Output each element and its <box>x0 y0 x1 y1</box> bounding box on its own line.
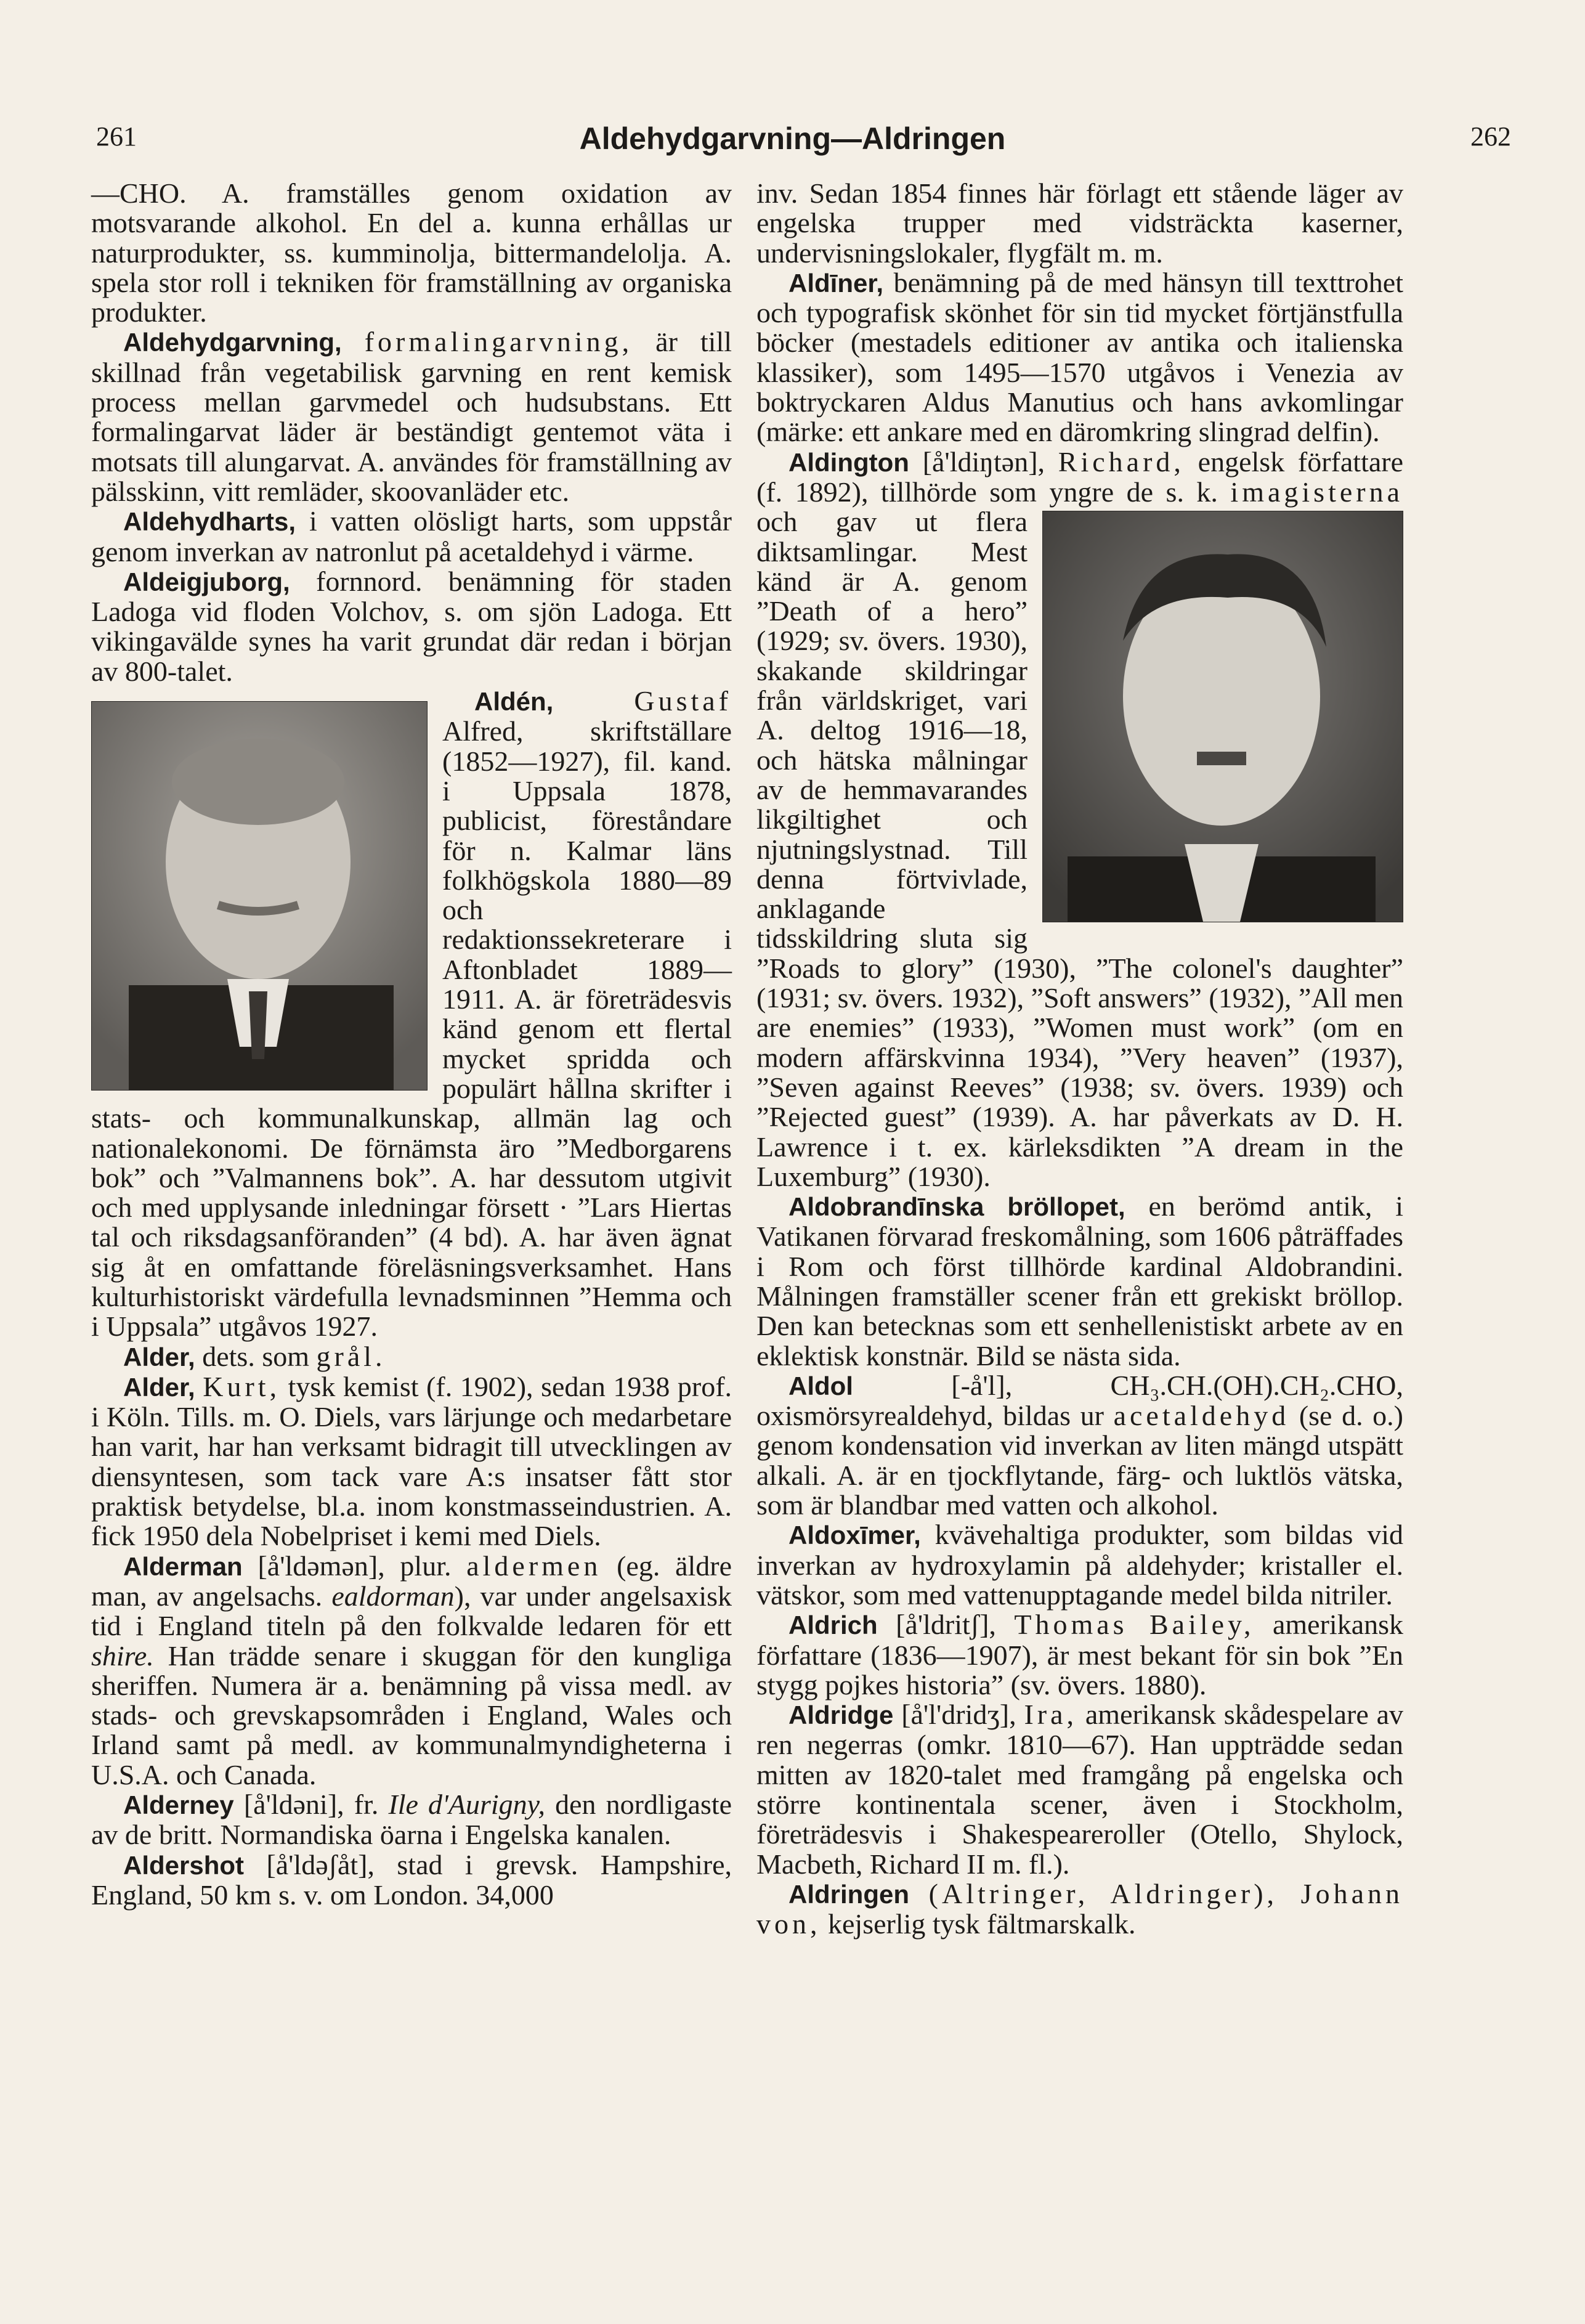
entry-text: kejserlig tysk fältmarskalk. <box>828 1908 1136 1940</box>
headword: Aldoxīmer, <box>788 1521 921 1550</box>
pronunciation: [å'ldəni], fr. <box>243 1789 379 1821</box>
entry-aldington <box>756 447 1403 1192</box>
entry-aldringen <box>756 1879 1403 1940</box>
spaced-term: imagisterna <box>1230 476 1404 508</box>
headword: Aldrich <box>788 1611 878 1640</box>
entry-text: Alfred, skriftställare (1852—1927), fil. kand. i Uppsala 1878, publicist, föreståndare för n. Kalmar läns folkhögskola 1880—89 och redaktionssekreterare i Aftonbladet 1889—1911. A. är företrädesvis känd genom ett flertal mycket spridda och populärt hållna skrifter i stats- och kommunalkunskap, allmän lag och nationalekonomi. De förnämsta äro ”Medborgarens bok” och ”Valmannens bok”. A. har dessutom utgivit och med upplysande inledningar försett · ”Lars Hiertas tal och riksdagsanföranden” (4 bd). A. har även ägnat sig åt en omfattande föreläsningsverksamhet. Hans kulturhistoriskt värdefulla levnadsminnen ”Hemma och i Uppsala” utgåvos 1927. <box>91 715 732 1343</box>
entry-text: en berömd antik, i Vatikanen förvarad freskomålning, som 1606 påträffades i Rom och först tillhörde kardinal Aldobrandini. Målningen framställer scener från ett grekiskt bröllop. Den kan betecknas som ett senhellenistiskt arbete av en eklektisk konstnär. Bild se nästa sida. <box>756 1190 1403 1371</box>
spaced-name: Thomas Bailey, <box>1014 1609 1255 1641</box>
entry-text: amerikansk skådespelare av ren negerras (omkr. 1810—67). Han uppträdde sedan mitten av 1820-talet med framgång på engelska och större kontinentala scener, även i Stockholm, företrädesvis i Shakespeareroller (Otello, Shylock, Macbeth, Richard II m. fl.). <box>756 1699 1403 1880</box>
portrait-aldington <box>1042 511 1403 922</box>
entry-aldershot-continued: inv. Sedan 1854 finnes här förlagt ett stående läger av engelska trupper med vidsträckta kaserner, undervisningslokaler, flygfält m. m. <box>756 177 1403 269</box>
headword: Aldershot <box>123 1850 245 1880</box>
entry-text: den nordligaste av de britt. Normandiska öarna i Engelska kanalen. <box>91 1789 732 1851</box>
spaced-name: Ira, <box>1024 1699 1078 1731</box>
spaced-name: Kurt, <box>203 1370 281 1402</box>
running-header: Aldehydgarvning—Aldringen <box>579 121 1006 156</box>
headword: Aldīner, <box>788 268 884 298</box>
entry-alduner <box>756 268 1403 447</box>
entry-text: i vatten olösligt harts, som uppstår genom inverkan av natronlut på acetaldehyd i värme. <box>91 505 732 567</box>
entry-text: ), var under angelsaxisk tid i England titeln på den folkvalde ledaren för ett <box>91 1580 732 1642</box>
entry-aldeigjuborg <box>91 567 732 686</box>
headword: Aldén, <box>474 687 554 717</box>
spaced-name: (Altringer, Aldringer), Johann von, <box>756 1877 1403 1940</box>
spaced-term: aldermen <box>466 1550 602 1582</box>
entry-text: (se d. o.) genom kondensation vid inverkan av liten mängd utspätt alkali. A. är en tjockflytande, färg- och luktlös vätska, som är blandbar med vatten och alkohol. <box>756 1400 1403 1521</box>
left-column <box>91 179 732 1910</box>
entry-aldehydharts <box>91 506 732 567</box>
entry-text: fornnord. benämning för staden Ladoga vid floden Volchov, s. om sjön Ladoga. Ett vikingavälde synes ha varit grundat där redan i början av 800-talet. <box>91 565 732 687</box>
headword: Aldehydharts, <box>123 507 296 537</box>
headword: Aldringen <box>788 1879 909 1909</box>
entry-text: och gav ut flera diktsamlingar. Mest känd är A. genom ”Death of a hero” (1929; sv. övers. 1930), skakande skildringar från världskriget, vari A. deltog 1916—18, och hätska målningar av de hemmavarandes likgiltighet och njutningslystnad. Till denna förtvivlade, anklagande tidsskildring sluta sig ”Roads to glory” (1930), ”The colonel's daughter” (1931; sv. övers. 1932), ”Soft answers” (1932), ”All men are enemies” (1933), ”Women must work” (om en modern affärskvinna 1934), ”Very heaven” (1937), ”Seven against Reeves” (1938; sv. övers. 1939) och ”Rejected guest” (1939). A. har påverkats av D. H. Lawrence i t. ex. kärleksdikten ”A dream in the Luxemburg” (1930). <box>756 506 1403 1192</box>
right-column <box>756 179 1403 1940</box>
italic-term: ealdorman <box>331 1580 455 1612</box>
headword: Aldol <box>788 1371 853 1400</box>
entry-alder-2 <box>91 1372 732 1551</box>
pronunciation: [å'ldritʃ], <box>896 1609 996 1641</box>
headword: Aldridge <box>788 1700 894 1730</box>
entry-text: dets. som <box>202 1340 309 1372</box>
entry-aldridge <box>756 1700 1403 1879</box>
spaced-term: formalingarvning, <box>364 326 633 358</box>
entry-aldrich <box>756 1610 1403 1700</box>
entry-text: (eg. äldre man, av angelsachs. <box>91 1550 732 1612</box>
headword: Aldehydgarvning, <box>123 328 342 357</box>
entry-text: [å'ldəʃåt], stad i grevsk. Hampshire, England, 50 km s. v. om London. 34,000 <box>91 1848 732 1911</box>
headword: Alder, <box>123 1372 195 1402</box>
headword: Alderman <box>123 1551 243 1581</box>
entry-aldershot <box>91 1850 732 1911</box>
headword: Aldeigjuborg, <box>123 567 290 596</box>
entry-text: är till skillnad från vegetabilisk garvning en rent kemisk process mellan garvmedel och hudsubstans. Ett formalingarvat läder är beständigt gentemot väta i motsats till alungarvat. A. användes för framställning av pälsskinn, vitt remläder, skoovanläder etc. <box>91 326 732 507</box>
entry-text: tysk kemist (f. 1902), sedan 1938 prof. i Köln. Tills. m. O. Diels, vars lärjunge och medarbetare han varit, har han verksamt bidragit till utvecklingen av diensyntesen, som tack vare A:s insatser fått stor praktisk betydelse, bl.a. inom konstmasseindustrien. A. fick 1950 dela Nobelpriset i kemi med Diels. <box>91 1370 732 1552</box>
entry-alderman <box>91 1551 732 1790</box>
headword: Aldobrandīnska bröllopet, <box>788 1192 1125 1222</box>
entry-aldehyd-continued: —CHO. A. framställes genom oxidation av motsvarande alkohol. En del a. kunna erhållas ur naturprodukter, ss. kumminolja, bittermandelolja. A. spela stor roll i tekniken för framställning av organiska produkter. <box>91 177 732 328</box>
spaced-name: Gustaf <box>634 685 732 717</box>
italic-term: Ile d'Aurigny, <box>388 1789 546 1821</box>
headword: Alderney <box>123 1790 234 1820</box>
entry-text: kvävehaltiga produkter, som bildas vid inverkan av hydroxylamin på aldehyder; kristaller el. vätskor, som med vattenupptagande medel bilda nitriler. <box>756 1519 1404 1611</box>
page-number-right: 262 <box>1470 121 1511 152</box>
entry-text: [-å'l], CH₃.CH.(OH).CH₂.CHO, oxismörsyrealdehyd, bildas ur <box>756 1369 1403 1432</box>
entry-text: amerikansk författare (1836—1907), är mest bekant för sin bok ”En stygg pojkes historia” (sv. övers. 1880). <box>756 1609 1404 1700</box>
entry-alderney <box>91 1790 732 1850</box>
entry-alder-1 <box>91 1342 732 1372</box>
portrait-alden <box>91 701 428 1091</box>
entry-aldoximer <box>756 1520 1403 1610</box>
entry-aldol <box>756 1371 1403 1520</box>
pronunciation: [å'ldiŋtən], <box>922 445 1045 477</box>
entry-text: engelsk författare (f. 1892), tillhörde som yngre de s. k. <box>756 445 1404 508</box>
entry-aldehydgarvning <box>91 327 732 506</box>
headword: Alder, <box>123 1342 195 1371</box>
spaced-name: Richard, <box>1058 445 1185 477</box>
spaced-term: acetaldehyd <box>1113 1400 1290 1432</box>
entry-text: Han trädde senare i skuggan för den kungliga sheriffen. Numera är a. benämning på vissa medl. av stads- och grevskapsområden i England, Wales och Irland samt på medl. av kommunalmyndigheterna i U.S.A. och Canada. <box>91 1639 732 1790</box>
spaced-term: grål. <box>316 1340 386 1372</box>
entry-alden <box>91 686 732 1342</box>
entry-text: benämning på de med hänsyn till texttrohet och typografisk skönhet för sin tid mycket förtjänstfulla böcker (mestadels editioner av antika och italienska klassiker), som 1495—1570 utgåvos i Venezia av boktryckaren Aldus Manutius och hans avkomlingar (märke: ett ankare med en däromkring slingrad delfin). <box>756 266 1404 448</box>
page-number-left: 261 <box>96 121 137 152</box>
italic-term: shire. <box>91 1639 154 1672</box>
headword: Aldington <box>788 447 909 477</box>
pronunciation: [å'l'dridʒ], <box>901 1699 1016 1731</box>
pronunciation: [å'ldəmən], plur. <box>257 1550 452 1582</box>
entry-aldobrandinska <box>756 1192 1403 1371</box>
